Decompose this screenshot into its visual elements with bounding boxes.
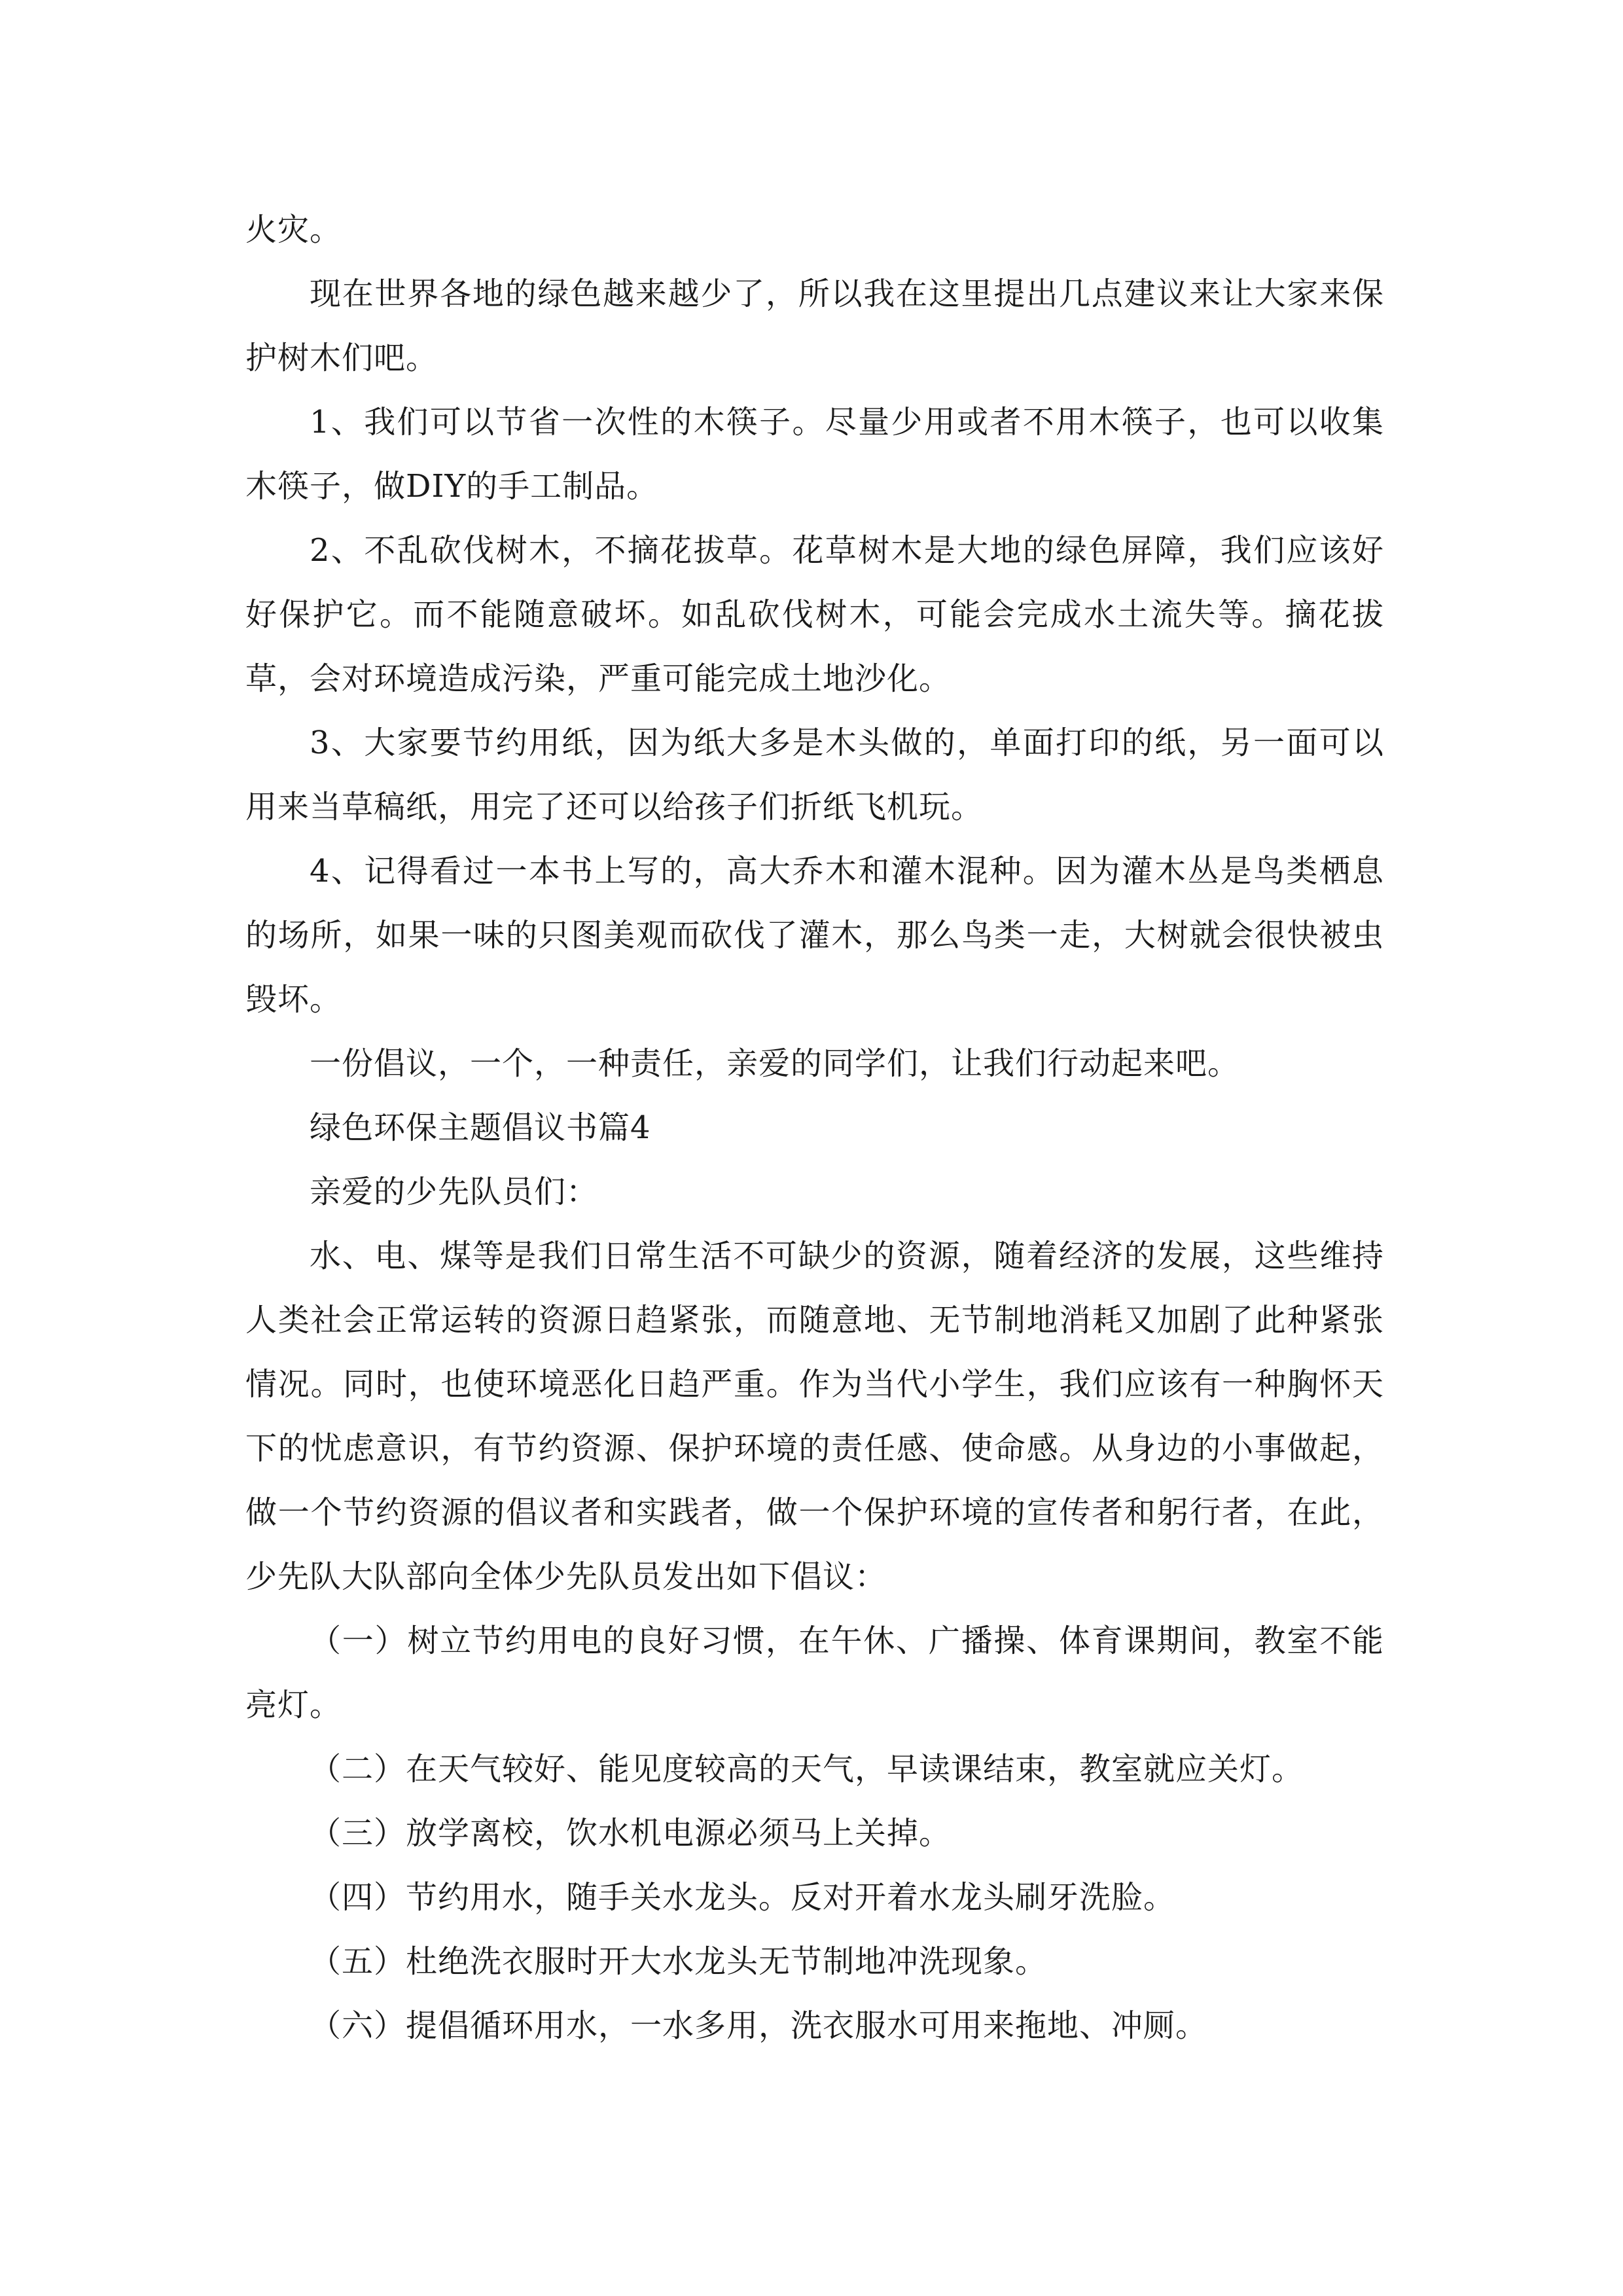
paragraph: 2、不乱砍伐树木，不摘花拔草。花草树木是大地的绿色屏障，我们应该好好保护它。而不能随意破坏。如乱砍伐树木，可能会完成水土流失等。摘花拔草，会对环境造成污染，严重可能完成土地沙化。 bbox=[245, 532, 1384, 697]
list-item: （一）树立节约用电的良好习惯，在午休、广播操、体育课期间，教室不能亮灯。 bbox=[245, 1623, 1384, 1723]
list-item: （四）节约用水，随手关水龙头。反对开着水龙头刷牙洗脸。 bbox=[310, 1879, 1176, 1916]
paragraph: 火灾。 bbox=[245, 211, 342, 248]
section-heading: 绿色环保主题倡议书篇4 bbox=[310, 1109, 651, 1146]
paragraph: 现在世界各地的绿色越来越少了，所以我在这里提出几点建议来让大家来保护树木们吧。 bbox=[245, 276, 1384, 376]
list-item: （五）杜绝洗衣服时开大水龙头无节制地冲洗现象。 bbox=[310, 1943, 1048, 1980]
paragraph: 一份倡议，一个，一种责任，亲爱的同学们，让我们行动起来吧。 bbox=[310, 1045, 1240, 1082]
document-body bbox=[245, 198, 1384, 2058]
paragraph: 1、我们可以节省一次性的木筷子。尽量少用或者不用木筷子，也可以收集木筷子，做DIY的手工制品。 bbox=[245, 404, 1384, 505]
list-item: （二）在天气较好、能见度较高的天气，早读课结束，教室就应关灯。 bbox=[310, 1751, 1304, 1787]
salutation: 亲爱的少先队员们： bbox=[310, 1174, 599, 1210]
paragraph: 4、记得看过一本书上写的，高大乔木和灌木混种。因为灌木丛是鸟类栖息的场所，如果一味的只图美观而砍伐了灌木，那么鸟类一走，大树就会很快被虫毁坏。 bbox=[245, 853, 1384, 1018]
list-item: （六）提倡循环用水，一水多用，洗衣服水可用来拖地、冲厕。 bbox=[310, 2007, 1208, 2044]
paragraph: 水、电、煤等是我们日常生活不可缺少的资源，随着经济的发展，这些维持人类社会正常运转的资源日趋紧张，而随意地、无节制地消耗又加剧了此种紧张情况。同时，也使环境恶化日趋严重。作为当代小学生，我们应该有一种胸怀天下的忧虑意识，有节约资源、保护环境的责任感、使命感。从身边的小事做起，做一个节约资源的倡议者和实践者，做一个保护环境的宣传者和躬行者，在此，少先队大队部向全体少先队员发出如下倡议： bbox=[245, 1238, 1384, 1595]
paragraph: 3、大家要节约用纸，因为纸大多是木头做的，单面打印的纸，另一面可以用来当草稿纸，用完了还可以给孩子们折纸飞机玩。 bbox=[245, 725, 1384, 825]
list-item: （三）放学离校，饮水机电源必须马上关掉。 bbox=[310, 1815, 952, 1852]
